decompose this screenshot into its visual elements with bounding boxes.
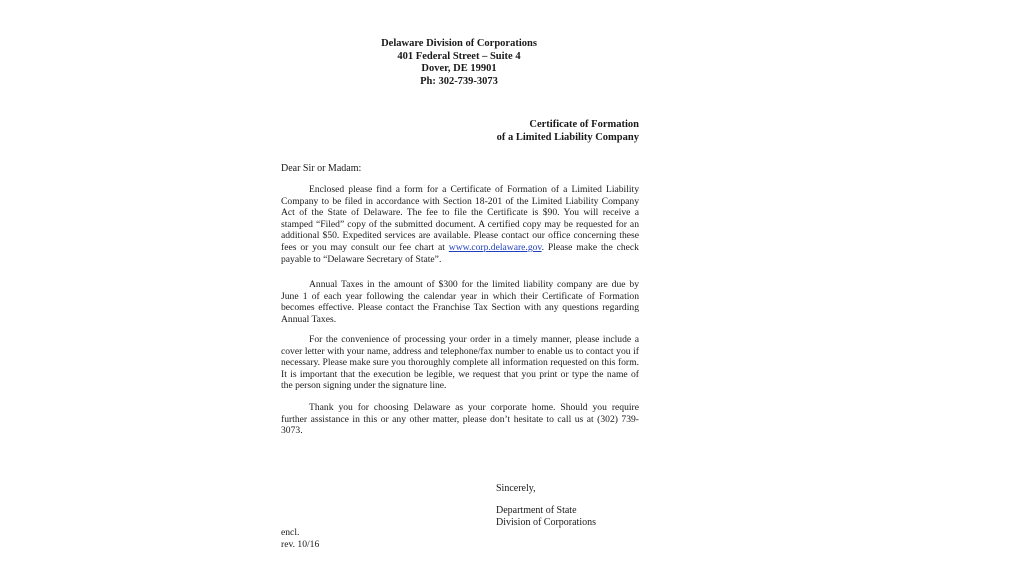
text-line: stamped “Filed” copy of the submitted document. A certified copy may be requested for an xyxy=(281,218,639,230)
salutation: Dear Sir or Madam: xyxy=(281,163,362,174)
text-line: necessary. Please make sure you thoroughly complete all information requested on this form. xyxy=(281,357,639,369)
text-line: 3073. xyxy=(281,425,303,437)
title-line-2: of a Limited Liability Company xyxy=(496,131,639,143)
footer-notes xyxy=(281,527,319,550)
paragraph-fees xyxy=(281,184,639,265)
revision-note: rev. 10/16 xyxy=(281,538,320,550)
text-line: Annual Taxes. xyxy=(281,313,337,325)
text-line: It is important that the execution be legible, we request that you print or type the name of xyxy=(281,368,639,380)
signature-block xyxy=(496,505,596,528)
letterhead xyxy=(300,38,618,88)
sign-off: Sincerely, xyxy=(496,483,536,494)
text-line: becomes effective. Please contact the Franchise Tax Section with any questions regarding xyxy=(281,302,639,314)
letterhead-phone: Ph: 302-739-3073 xyxy=(420,75,498,87)
letterhead-street: 401 Federal Street – Suite 4 xyxy=(397,50,521,62)
paragraph-annual-taxes xyxy=(281,279,639,325)
text-line: Act of the State of Delaware. The fee to file the Certificate is $90. You will receive a xyxy=(281,207,639,219)
text-fragment: fees or you may consult our fee chart at xyxy=(281,241,445,253)
letterhead-org: Delaware Division of Corporations xyxy=(381,38,537,49)
text-line: Annual Taxes in the amount of $300 for the limited liability company are due by xyxy=(309,279,639,290)
paragraph-processing xyxy=(281,334,639,392)
text-line: Enclosed please find a form for a Certificate of Formation of a Limited Liability xyxy=(309,184,639,195)
text-fragment: . Please make the check xyxy=(541,241,639,253)
letterhead-city: Dover, DE 19901 xyxy=(421,63,497,75)
signature-division: Division of Corporations xyxy=(496,516,596,528)
text-line: For the convenience of processing your order in a timely manner, please include a xyxy=(309,334,639,345)
text-line: additional $50. Expedited services are available. Please contact our office concerning these xyxy=(281,230,639,242)
text-line: Company to be filed in accordance with Section 18-201 of the Limited Liability Company xyxy=(281,195,639,207)
signature-department: Department of State xyxy=(496,505,577,516)
text-line-with-link xyxy=(281,242,639,254)
text-line: the person signing under the signature line. xyxy=(281,380,447,392)
text-line: further assistance in this or any other matter, please don’t hesitate to call us at (302) 739- xyxy=(281,413,639,425)
text-line: June 1 of each year following the calendar year in which their Certificate of Formation xyxy=(281,290,639,302)
website-link[interactable]: www.corp.delaware.gov xyxy=(448,241,542,253)
text-line: payable to “Delaware Secretary of State”. xyxy=(281,253,442,265)
paragraph-thank-you xyxy=(281,402,639,437)
document-title xyxy=(497,119,639,144)
text-line: cover letter with your name, address and telephone/fax number to enable us to contact you if xyxy=(281,345,639,357)
text-line: Thank you for choosing Delaware as your corporate home. Should you require xyxy=(309,402,639,413)
title-line-1: Certificate of Formation xyxy=(529,119,639,130)
enclosure-note: encl. xyxy=(281,527,300,538)
